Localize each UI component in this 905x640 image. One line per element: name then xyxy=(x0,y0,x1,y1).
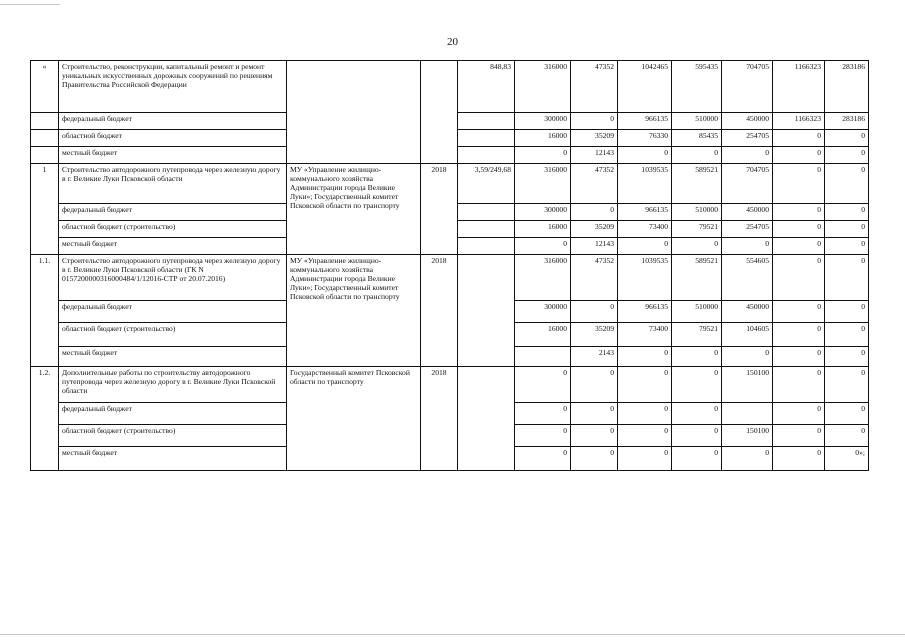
value-cell: 0 xyxy=(825,301,869,323)
value-cell: 589521 xyxy=(672,255,722,301)
value-cell: 450000 xyxy=(722,204,773,221)
year-cell xyxy=(421,61,458,164)
value-cell: 0 xyxy=(515,403,571,425)
value-cell: 283186 xyxy=(825,113,869,130)
value-cell: 0 xyxy=(825,130,869,147)
capacity-cell: 848,83 xyxy=(458,61,515,113)
value-cell: 1039535 xyxy=(618,255,672,301)
value-cell: 283186 xyxy=(825,61,869,113)
executor-cell: МУ «Управление жилищно-коммунального хозяйства Администрации города Великие Луки»; Государственный комитет Псковской области по транспорту xyxy=(287,255,421,367)
value-cell: 0 xyxy=(773,255,825,301)
row-name: областной бюджет (строительство) xyxy=(59,221,287,238)
value-cell: 510000 xyxy=(672,301,722,323)
executor-cell xyxy=(287,61,421,164)
row-name: Строительство автодорожного путепровода через железную дорогу в г. Великие Луки Псковской области xyxy=(59,164,287,204)
value-cell: 0 xyxy=(722,238,773,255)
value-cell: 0 xyxy=(773,367,825,403)
row-index: 1.2. xyxy=(31,367,59,471)
value-cell: 966135 xyxy=(618,301,672,323)
value-cell: 595435 xyxy=(672,61,722,113)
capacity-cell: 3,59/249,68 xyxy=(458,164,515,204)
value-cell: 0 xyxy=(825,255,869,301)
value-cell: 510000 xyxy=(672,113,722,130)
value-cell: 0 xyxy=(571,403,618,425)
value-cell: 0 xyxy=(571,447,618,471)
table-row xyxy=(31,164,869,204)
row-name: областной бюджет xyxy=(59,130,287,147)
value-cell: 0 xyxy=(515,447,571,471)
value-cell: 966135 xyxy=(618,113,672,130)
value-cell: 0 xyxy=(515,367,571,403)
value-cell: 0 xyxy=(722,347,773,367)
value-cell: 0 xyxy=(672,238,722,255)
row-name: Дополнительные работы по строительству автодорожного путепровода через железную дорогу в г. Великие Луки Псковской области xyxy=(59,367,287,403)
value-cell: 1042465 xyxy=(618,61,672,113)
value-cell: 47352 xyxy=(571,61,618,113)
value-cell: 0 xyxy=(825,425,869,447)
value-cell: 704705 xyxy=(722,164,773,204)
value-cell: 73400 xyxy=(618,323,672,347)
value-cell: 104605 xyxy=(722,323,773,347)
value-cell: 450000 xyxy=(722,301,773,323)
row-index: « xyxy=(31,61,59,113)
value-cell: 966135 xyxy=(618,204,672,221)
value-cell: 510000 xyxy=(672,204,722,221)
value-cell: 589521 xyxy=(672,164,722,204)
value-cell: 0 xyxy=(672,147,722,164)
year-cell: 2018 xyxy=(421,367,458,471)
value-cell: 0 xyxy=(672,403,722,425)
value-cell: 0 xyxy=(773,425,825,447)
value-cell: 254705 xyxy=(722,130,773,147)
value-cell: 0 xyxy=(825,147,869,164)
budget-table xyxy=(30,60,869,471)
value-cell: 0 xyxy=(618,367,672,403)
value-cell: 0 xyxy=(571,367,618,403)
year-cell: 2018 xyxy=(421,255,458,367)
value-cell: 0 xyxy=(773,130,825,147)
value-cell: 0 xyxy=(515,147,571,164)
value-cell: 0 xyxy=(825,238,869,255)
scan-artifact-line xyxy=(0,634,905,635)
value-cell: 0 xyxy=(773,238,825,255)
value-cell: 704705 xyxy=(722,61,773,113)
value-cell: 0 xyxy=(618,238,672,255)
value-cell: 254705 xyxy=(722,221,773,238)
value-cell: 316000 xyxy=(515,164,571,204)
value-cell: 0 xyxy=(618,403,672,425)
scan-artifact-line xyxy=(0,4,60,5)
value-cell: 316000 xyxy=(515,61,571,113)
value-cell: 300000 xyxy=(515,204,571,221)
value-cell: 76330 xyxy=(618,130,672,147)
value-cell: 450000 xyxy=(722,113,773,130)
row-name: местный бюджет xyxy=(59,447,287,471)
row-name: федеральный бюджет xyxy=(59,301,287,323)
value-cell: 0 xyxy=(571,113,618,130)
value-cell: 0 xyxy=(825,347,869,367)
value-cell: 1039535 xyxy=(618,164,672,204)
value-cell: 150100 xyxy=(722,425,773,447)
table-row xyxy=(31,61,869,113)
value-cell: 0 xyxy=(773,164,825,204)
executor-cell: Государственный комитет Псковской области по транспорту xyxy=(287,367,421,471)
row-name: Строительство автодорожного путепровода через железную дорогу в г. Великие Луки Псковской области (ГК N 0157200000316000484/1/12016-СТР от 20.07.2016) xyxy=(59,255,287,301)
value-cell: 0 xyxy=(571,301,618,323)
value-cell: 1166323 xyxy=(773,113,825,130)
value-cell: 0 xyxy=(515,238,571,255)
value-cell: 554605 xyxy=(722,255,773,301)
table-row xyxy=(31,367,869,403)
value-cell: 1166323 xyxy=(773,61,825,113)
value-cell: 47352 xyxy=(571,255,618,301)
value-cell: 150100 xyxy=(722,367,773,403)
value-cell: 0 xyxy=(773,403,825,425)
value-cell: 0 xyxy=(571,204,618,221)
value-cell: 35209 xyxy=(571,130,618,147)
value-cell: 12143 xyxy=(571,147,618,164)
row-name: местный бюджет xyxy=(59,147,287,164)
value-cell: 85435 xyxy=(672,130,722,147)
value-cell: 16000 xyxy=(515,323,571,347)
value-cell: 79521 xyxy=(672,323,722,347)
value-cell: 47352 xyxy=(571,164,618,204)
value-cell: 12143 xyxy=(571,238,618,255)
row-name: федеральный бюджет xyxy=(59,204,287,221)
row-name: федеральный бюджет xyxy=(59,403,287,425)
value-cell: 0 xyxy=(722,447,773,471)
table-row xyxy=(31,255,869,301)
page-number: 20 xyxy=(447,36,458,48)
value-cell: 0 xyxy=(773,147,825,164)
value-cell xyxy=(515,347,571,367)
value-cell: 300000 xyxy=(515,301,571,323)
value-cell: 0 xyxy=(672,447,722,471)
value-cell: 16000 xyxy=(515,130,571,147)
value-cell: 0 xyxy=(825,403,869,425)
value-cell: 0 xyxy=(618,447,672,471)
value-cell: 0»; xyxy=(825,447,869,471)
value-cell: 0 xyxy=(773,323,825,347)
year-cell: 2018 xyxy=(421,164,458,255)
row-name: областной бюджет (строительство) xyxy=(59,425,287,447)
value-cell: 0 xyxy=(722,147,773,164)
row-index: 1.1. xyxy=(31,255,59,367)
row-name: местный бюджет xyxy=(59,347,287,367)
value-cell: 0 xyxy=(672,425,722,447)
value-cell: 0 xyxy=(618,347,672,367)
row-name: Строительство, реконструкции, капитальный ремонт и ремонт уникальных искусственных дорожных сооружений по решениям Правительства Российской Федерации xyxy=(59,61,287,113)
value-cell: 0 xyxy=(515,425,571,447)
value-cell: 0 xyxy=(825,323,869,347)
value-cell: 0 xyxy=(825,204,869,221)
value-cell: 0 xyxy=(672,367,722,403)
value-cell: 0 xyxy=(571,425,618,447)
value-cell: 0 xyxy=(825,221,869,238)
value-cell: 0 xyxy=(773,301,825,323)
value-cell: 0 xyxy=(618,147,672,164)
value-cell: 2143 xyxy=(571,347,618,367)
row-name: местный бюджет xyxy=(59,238,287,255)
value-cell: 0 xyxy=(773,221,825,238)
value-cell: 0 xyxy=(672,347,722,367)
value-cell: 35209 xyxy=(571,323,618,347)
value-cell: 316000 xyxy=(515,255,571,301)
row-name: федеральный бюджет xyxy=(59,113,287,130)
value-cell: 0 xyxy=(773,204,825,221)
value-cell: 16000 xyxy=(515,221,571,238)
row-index: 1 xyxy=(31,164,59,255)
value-cell xyxy=(722,403,773,425)
value-cell: 0 xyxy=(618,425,672,447)
value-cell: 0 xyxy=(825,367,869,403)
value-cell: 300000 xyxy=(515,113,571,130)
value-cell: 35209 xyxy=(571,221,618,238)
value-cell: 0 xyxy=(773,347,825,367)
value-cell: 79521 xyxy=(672,221,722,238)
value-cell: 0 xyxy=(825,164,869,204)
row-name: областной бюджет (строительство) xyxy=(59,323,287,347)
executor-cell: МУ «Управление жилищно-коммунального хозяйства Администрации города Великие Луки»; Государственный комитет Псковской области по транспорту xyxy=(287,164,421,255)
value-cell: 73400 xyxy=(618,221,672,238)
value-cell: 0 xyxy=(773,447,825,471)
